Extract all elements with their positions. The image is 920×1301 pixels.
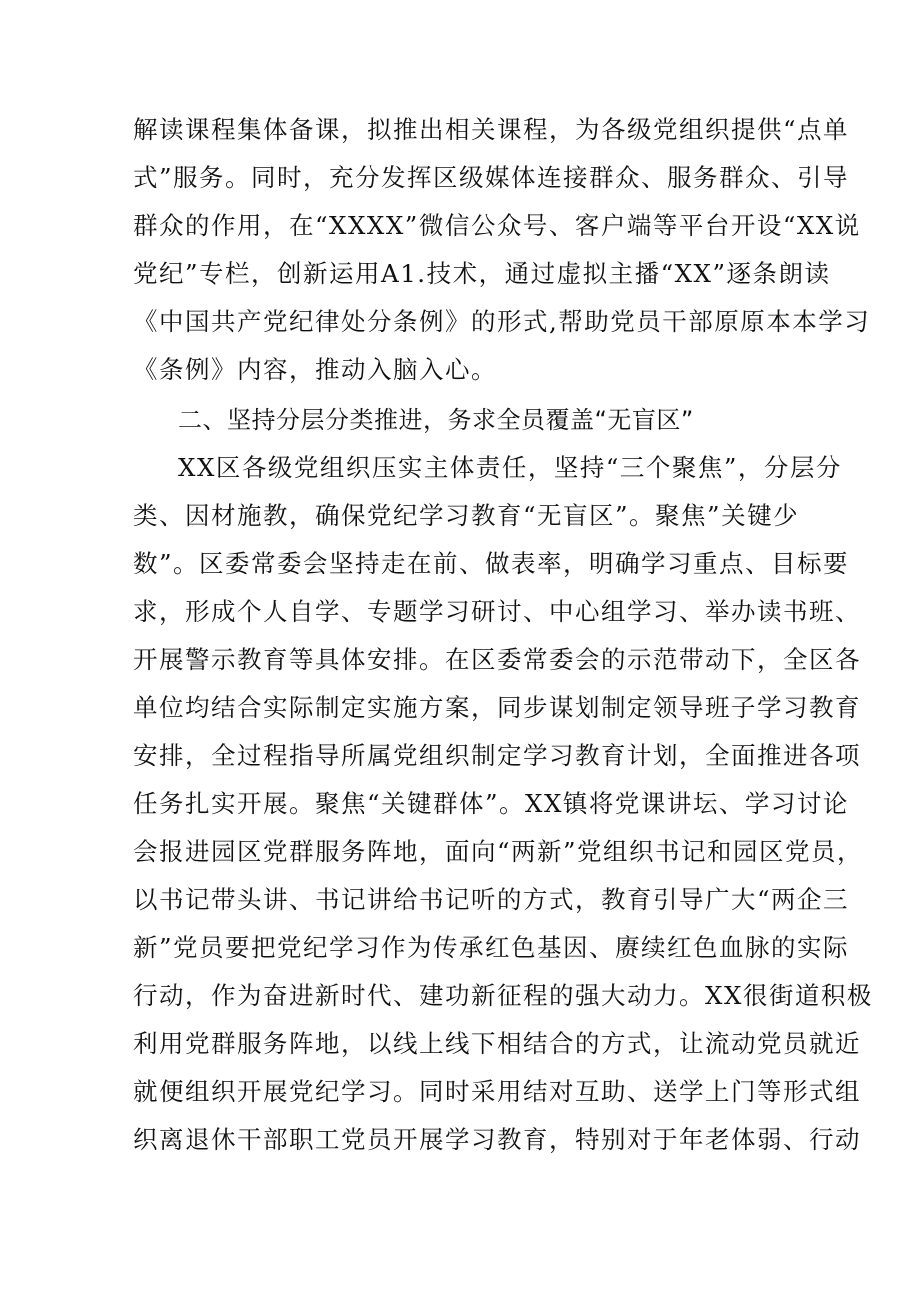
paragraph-2-line-4: 求，形成个人自学、专题学习研讨、中心组学习、举办读书班、: [133, 597, 861, 626]
paragraph-2-line-10: 以书记带头讲、书记讲给书记听的方式，教育引导广大“两企三: [133, 885, 850, 914]
paragraph-1-line-3: 群众的作用，在“XXXX”微信公众号、客户端等平台开设“XX说: [133, 211, 861, 240]
paragraph-1-line-2: 式”服务。同时，充分发挥区级媒体连接群众、服务群众、引导: [133, 163, 850, 192]
paragraph-2-line-14: 就便组织开展党纪学习。同时采用结对互助、送学上门等形式组: [133, 1077, 861, 1106]
paragraph-2-line-11: 新”党员要把党纪学习作为传承红色基因、赓续红色血脉的实际: [133, 933, 850, 962]
paragraph-2-line-12: 行动，作为奋进新时代、建功新征程的强大动力。XX很街道积极: [133, 981, 873, 1010]
paragraph-2-line-2: 类、因材施教，确保党纪学习教育“无盲区”。聚焦”关键少: [133, 501, 800, 530]
paragraph-2-line-13: 利用党群服务阵地，以线上线下相结合的方式，让流动党员就近: [133, 1029, 861, 1058]
paragraph-1-line-1: 解读课程集体备课，拟推出相关课程，为各级党组织提供“点单: [133, 115, 850, 144]
paragraph-1-line-4: 党纪”专栏，创新运用A1.技术，通过虚拟主播“XX”逐条朗读: [133, 259, 831, 288]
paragraph-2-line-7: 安排，全过程指导所属党组织制定学习教育计划，全面推进各项: [133, 741, 861, 770]
paragraph-2-line-1: XX区各级党组织压实主体责任，坚持“三个聚焦”，分层分: [178, 453, 842, 482]
paragraph-2-line-6: 单位均结合实际制定实施方案，同步谋划制定领导班子学习教育: [133, 693, 861, 722]
paragraph-2-line-15: 织离退休干部职工党员开展学习教育，特别对于年老体弱、行动: [133, 1125, 861, 1154]
paragraph-1-line-5: 《中国共产党纪律处分条例》的形式,帮助党员干部原原本本学习: [133, 307, 871, 336]
paragraph-2-line-3: 数”。区委常委会坚持走在前、做表率，明确学习重点、目标要: [133, 549, 850, 578]
paragraph-2-line-8: 任务扎实开展。聚焦“关键群体”。XX镇将党课讲坛、学习讨论: [133, 789, 849, 818]
paragraph-2-line-9: 会报进园区党群服务阵地，面向“两新”党组织书记和园区党员，: [133, 837, 864, 866]
paragraph-2-line-5: 开展警示教育等具体安排。在区委常委会的示范带动下，全区各: [133, 645, 861, 674]
paragraph-1-line-6: 《条例》内容，推动入脑入心。: [133, 355, 497, 384]
section-heading: 二、坚持分层分类推进，务求全员覆盖“无盲区”: [178, 406, 694, 434]
